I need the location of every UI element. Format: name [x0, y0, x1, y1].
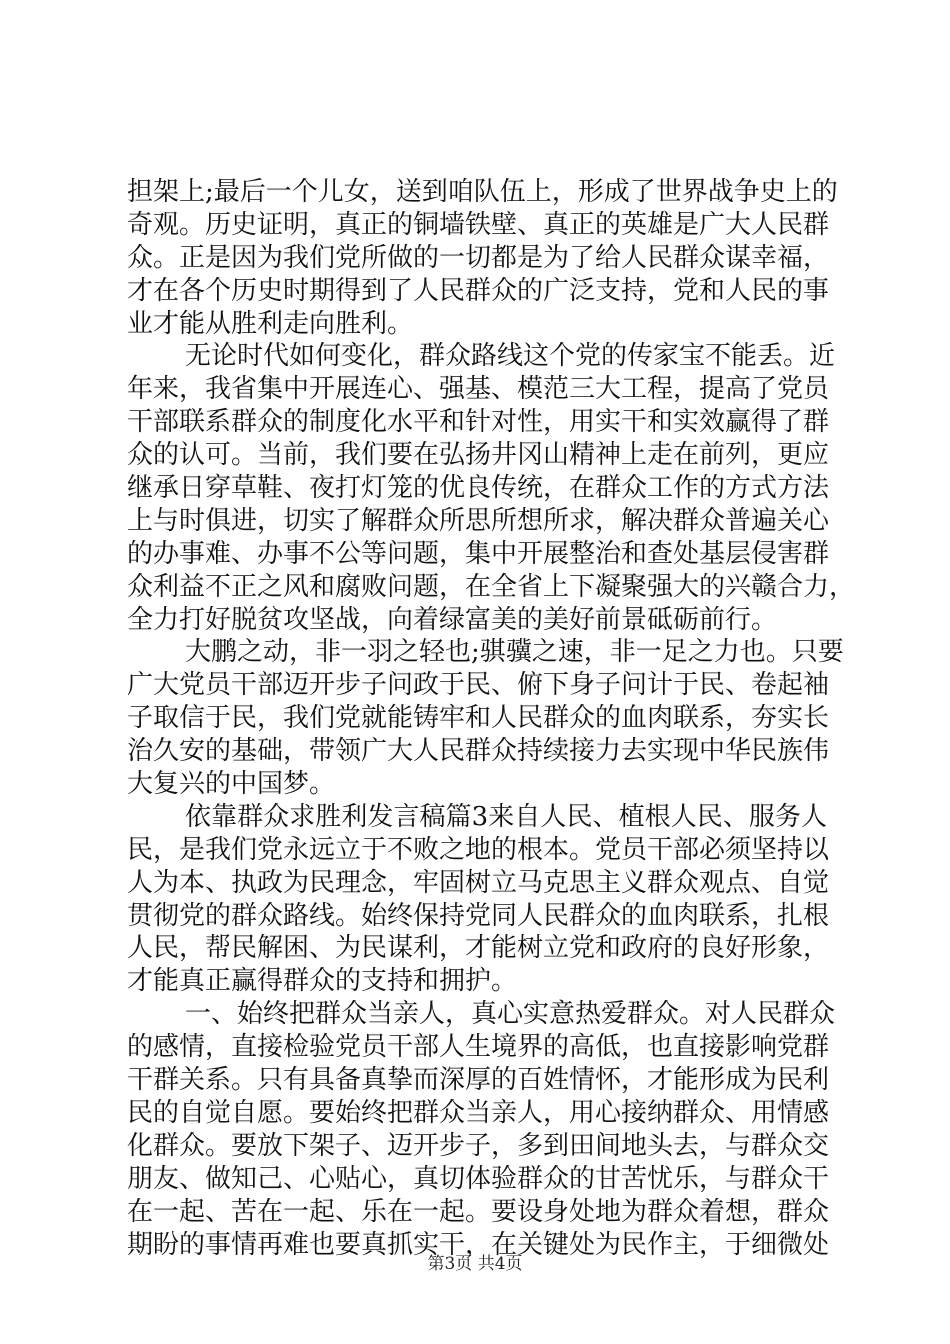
text-line: 担架上;最后一个儿女，送到咱队伍上，形成了世界战争史上的: [127, 177, 838, 207]
text-line: 朋友、做知己、心贴心，真切体验群众的甘苦忧乐，与群众干: [127, 1163, 830, 1194]
text-line: 干部联系群众的制度化水平和针对性，用实干和实效赢得了群: [127, 407, 830, 438]
text-line: 化群众。要放下架子、迈开步子，多到田间地头去，与群众交: [127, 1130, 830, 1161]
text-line: 奇观。历史证明，真正的铜墙铁壁、真正的英雄是广大人民群: [127, 209, 830, 240]
paragraph-start-line: 依靠群众求胜利发言稿篇3来自人民、植根人民、服务人: [185, 801, 827, 832]
text-line: 治久安的基础，带领广大人民群众持续接力去实现中华民族伟: [127, 736, 830, 767]
text-line: 众利益不正之风和腐败问题，在全省上下凝聚强大的兴赣合力，: [127, 571, 856, 602]
text-line: 上与时俱进，切实了解群众所思所想所求，解决群众普遍关心: [127, 505, 830, 536]
paragraph-start-line: 大鹏之动，非一羽之轻也;骐骥之速，非一足之力也。只要: [185, 637, 844, 668]
text-line: 在一起、苦在一起、乐在一起。要设身处地为群众着想，群众: [127, 1196, 830, 1227]
text-line: 贯彻党的群众路线。始终保持党同人民群众的血肉联系，扎根: [127, 900, 830, 931]
text-line: 的感情，直接检验党员干部人生境界的高低，也直接影响党群: [127, 1032, 830, 1063]
document-body: [127, 176, 856, 1261]
text-line: 年来，我省集中开展连心、强基、模范三大工程，提高了党员: [127, 374, 830, 405]
text-line: 众。正是因为我们党所做的一切都是为了给人民群众谋幸福，: [127, 242, 830, 273]
text-line: 广大党员干部迈开步子问政于民、俯下身子问计于民、卷起袖: [127, 670, 830, 701]
text-line: 子取信于民，我们党就能铸牢和人民群众的血肉联系，夯实长: [127, 703, 830, 734]
paragraph-start-line: 一、始终把群众当亲人，真心实意热爱群众。对人民群众: [185, 999, 836, 1030]
text-line: 人为本、执政为民理念，牢固树立马克思主义群众观点、自觉: [127, 867, 830, 898]
text-line: 干群关系。只有具备真挚而深厚的百姓情怀，才能形成为民利: [127, 1065, 830, 1096]
text-line: 全力打好脱贫攻坚战，向着绿富美的美好前景砥砺前行。: [127, 604, 778, 635]
text-line: 才能真正赢得群众的支持和拥护。: [127, 966, 518, 997]
text-line: 民，是我们党永远立于不败之地的根本。党员干部必须坚持以: [127, 834, 830, 865]
text-line: 期盼的事情再难也要真抓实干，在关键处为民作主，于细微处: [127, 1229, 830, 1260]
text-line: 众的认可。当前，我们要在弘扬井冈山精神上走在前列，更应: [127, 440, 830, 471]
text-line: 人民，帮民解困、为民谋利，才能树立党和政府的良好形象，: [127, 933, 830, 964]
text-line: 继承日穿草鞋、夜打灯笼的优良传统，在群众工作的方式方法: [127, 473, 830, 504]
text-line: 业才能从胜利走向胜利。: [127, 308, 414, 339]
text-line: 民的自觉自愿。要始终把群众当亲人，用心接纳群众、用情感: [127, 1097, 830, 1128]
text-line: 大复兴的中国梦。: [127, 769, 336, 800]
page-number-footer: 第3页 共4页: [427, 1254, 523, 1274]
text-line: 的办事难、办事不公等问题，集中开展整治和查处基层侵害群: [127, 538, 830, 569]
text-line: 才在各个历史时期得到了人民群众的广泛支持，党和人民的事: [127, 275, 830, 306]
paragraph-start-line: 无论时代如何变化，群众路线这个党的传家宝不能丢。近: [185, 341, 836, 372]
